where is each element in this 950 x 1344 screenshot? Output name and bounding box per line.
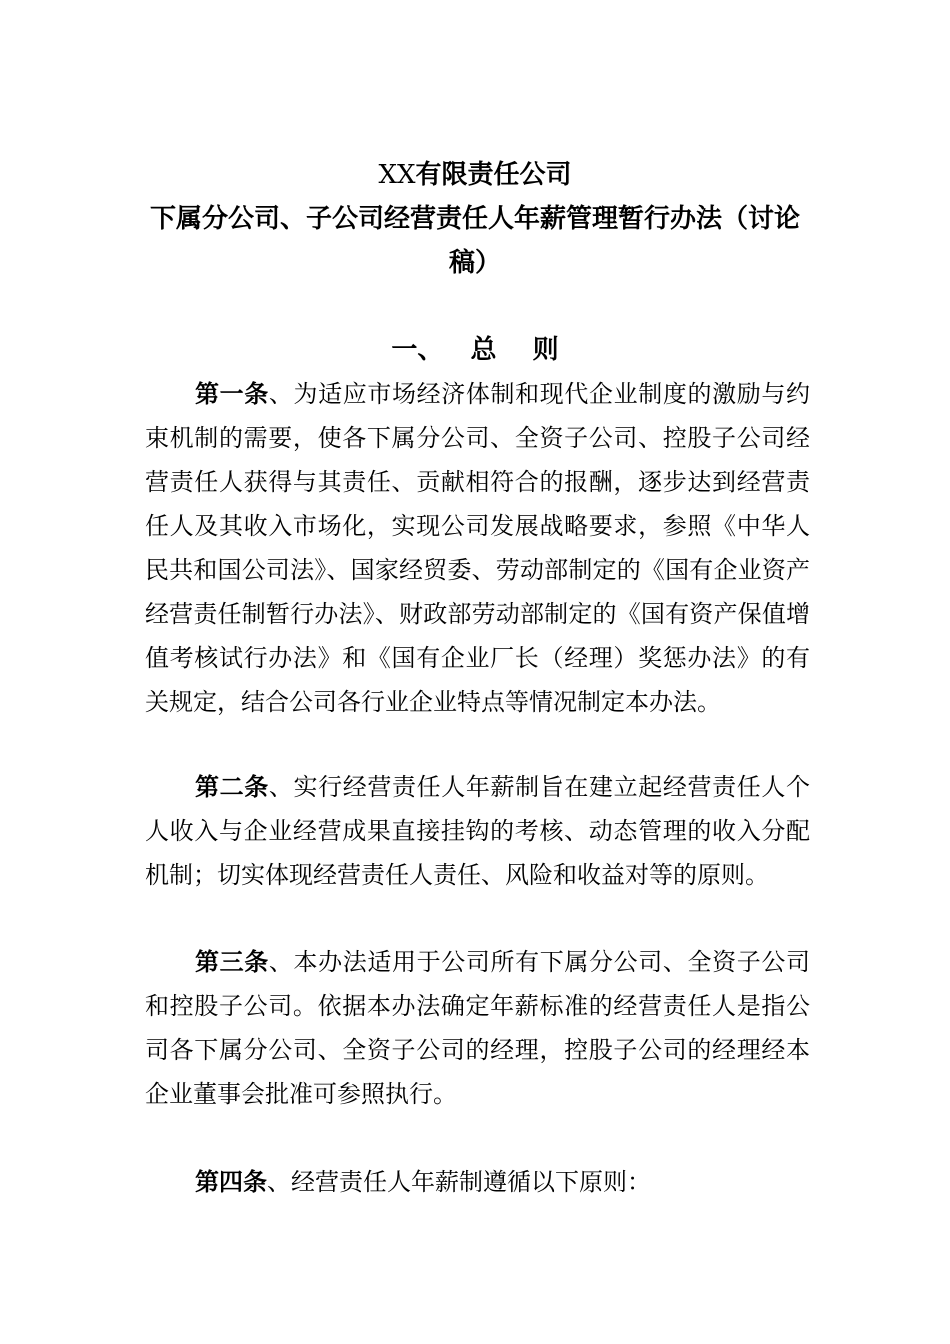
article-paragraph: [145, 940, 810, 1116]
article-text: 、经营责任人年薪制遵循以下原则：: [267, 1168, 651, 1196]
document-title-line-2: 下属分公司、子公司经营责任人年薪管理暂行办法（讨论: [149, 204, 800, 234]
article-lead: 第四条: [195, 1167, 267, 1196]
title-company: 有限责任公司: [415, 160, 572, 190]
document-title-line-1: [0, 159, 950, 191]
article-lead: 第二条: [195, 772, 269, 801]
article-paragraph: [145, 765, 810, 897]
article-text: 、实行经营责任人年薪制旨在建立起经营责任人个人收入与企业经营成果直接挂钩的考核、动态管理的收入分配机制；切实体现经营责任人责任、风险和收益对等的原则。: [145, 773, 810, 889]
article-paragraph: [145, 372, 810, 724]
document-title-line-3: 稿）: [448, 248, 501, 278]
section-heading: 一、 总 则: [391, 335, 559, 365]
article-lead: 第三条: [195, 947, 269, 976]
article-text: 、本办法适用于公司所有下属分公司、全资子公司和控股子公司。依据本办法确定年薪标准的经营责任人是指公司各下属分公司、全资子公司的经理，控股子公司的经理经本企业董事会批准可参照执行。: [145, 948, 810, 1108]
article-text: 、为适应市场经济体制和现代企业制度的激励与约束机制的需要，使各下属分公司、全资子公司、控股子公司经营责任人获得与其责任、贡献相符合的报酬，逐步达到经营责任人及其收入市场化，实现公司发展战略要求，参照《中华人民共和国公司法》、国家经贸委、劳动部制定的《国有企业资产经营责任制暂行办法》、财政部劳动部制定的《国有资产保值增值考核试行办法》和《国有企业厂长（经理）奖惩办法》的有关规定，结合公司各行业企业特点等情况制定本办法。: [145, 380, 810, 716]
article-paragraph: [145, 1160, 810, 1204]
title-prefix: XX: [378, 160, 416, 190]
article-lead: 第一条: [195, 379, 269, 408]
